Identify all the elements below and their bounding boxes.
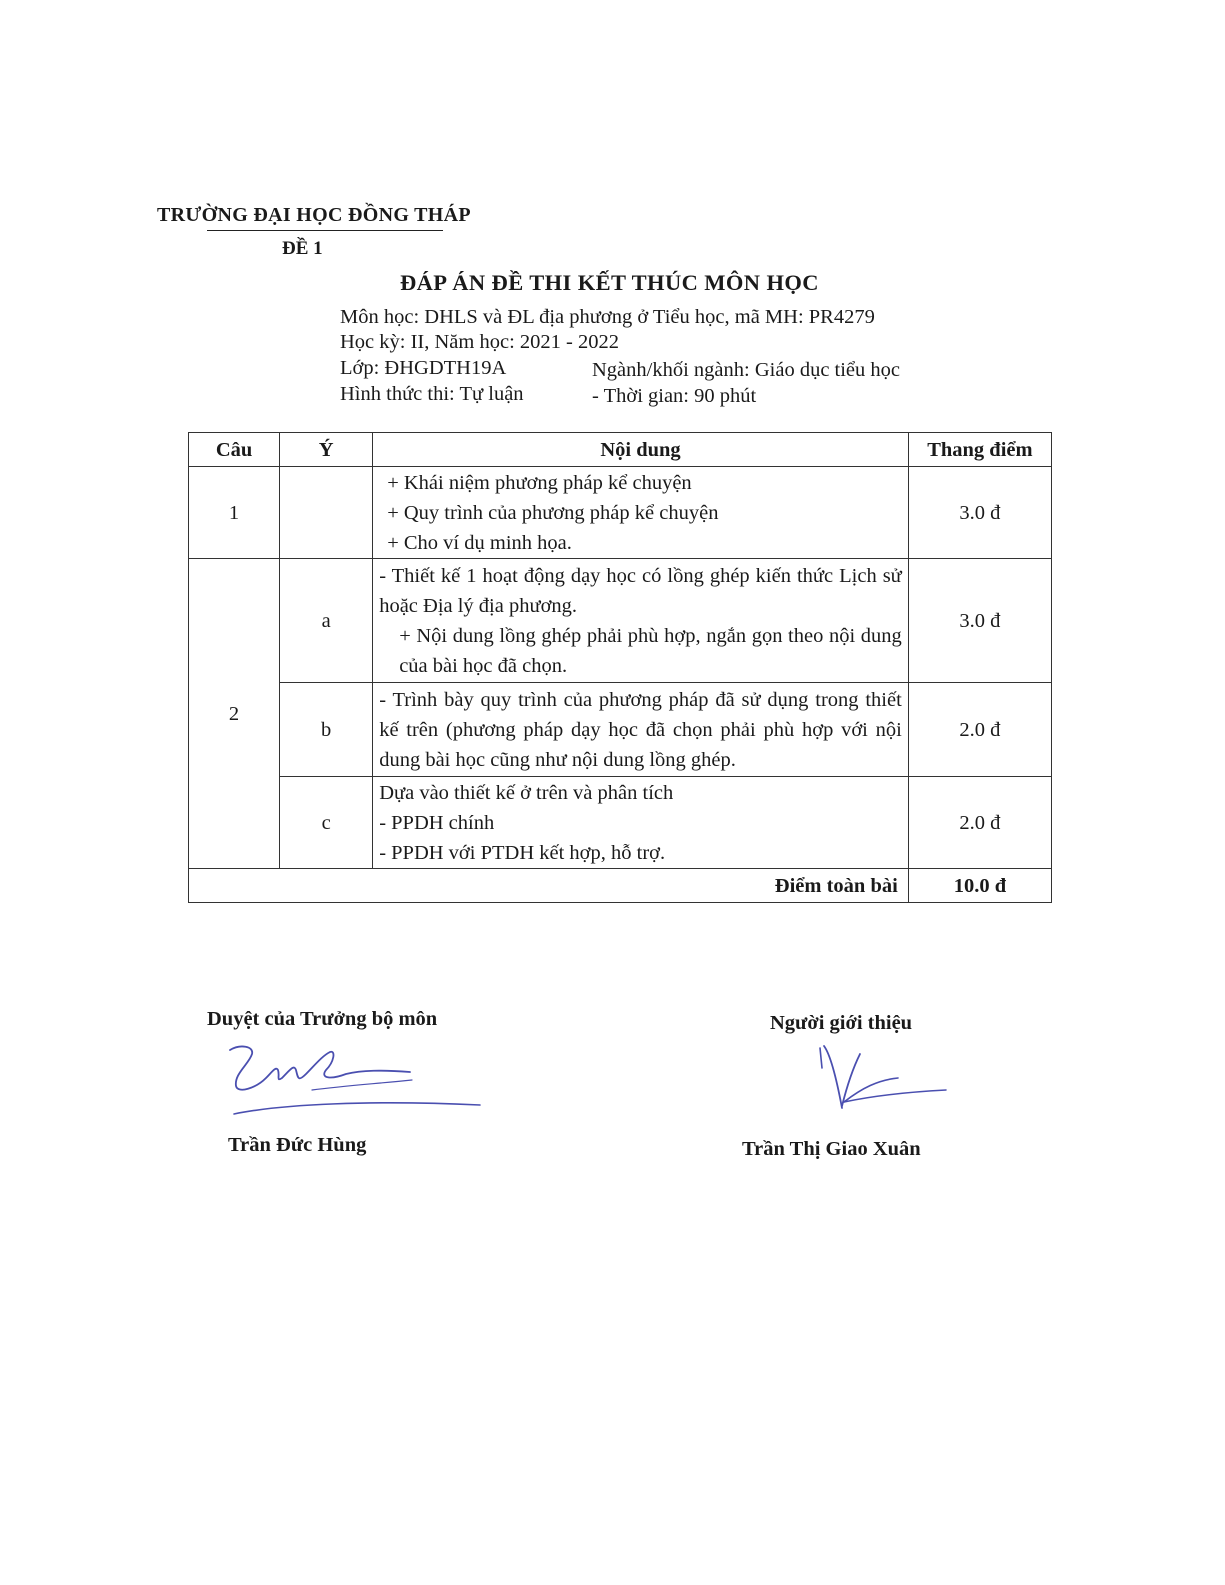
header-thang-diem: Thang điểm <box>908 433 1051 467</box>
exam-number: ĐỀ 1 <box>282 238 323 259</box>
content-line: + Cho ví dụ minh họa. <box>387 531 572 554</box>
cell-cau: 1 <box>189 467 280 559</box>
table-row <box>189 559 1052 683</box>
cell-y: a <box>280 559 373 683</box>
school-underline <box>207 230 443 231</box>
cell-content <box>373 683 909 777</box>
content-line: - PPDH chính <box>379 811 495 834</box>
cell-score: 3.0 đ <box>908 467 1051 559</box>
major-line: Ngành/khối ngành: Giáo dục tiểu học <box>592 359 901 381</box>
right-signature-name: Trần Thị Giao Xuân <box>742 1138 921 1160</box>
document-title: ĐÁP ÁN ĐỀ THI KẾT THÚC MÔN HỌC <box>400 270 819 295</box>
content-line: - Trình bày quy trình của phương pháp đã sử dụng trong thiết kế trên (phương pháp dạy học đã chọn phải phù hợp với nội dung bài học cũng như nội dung lồng ghép. <box>379 688 902 771</box>
left-signature <box>222 1038 487 1120</box>
table-row <box>189 683 1052 777</box>
cell-score: 2.0 đ <box>908 777 1051 869</box>
total-score: 10.0 đ <box>908 869 1051 903</box>
content-line: + Khái niệm phương pháp kể chuyện <box>387 471 692 494</box>
header-cau: Câu <box>189 433 280 467</box>
cell-score: 3.0 đ <box>908 559 1051 683</box>
left-signature-title: Duyệt của Trưởng bộ môn <box>207 1008 438 1030</box>
content-line: + Quy trình của phương pháp kể chuyện <box>387 501 719 524</box>
table-header-row <box>189 433 1052 467</box>
cell-content <box>373 559 909 683</box>
subject-line: Môn học: DHLS và ĐL địa phương ở Tiểu học, mã MH: PR4279 <box>340 306 875 328</box>
cell-content <box>373 467 909 559</box>
left-signature-name: Trần Đức Hùng <box>228 1134 367 1156</box>
cell-y: b <box>280 683 373 777</box>
content-line: - Thiết kế 1 hoạt động dạy học có lồng ghép kiến thức Lịch sử hoặc Địa lý địa phương. <box>379 564 902 617</box>
right-signature-title: Người giới thiệu <box>770 1012 913 1034</box>
cell-cau: 2 <box>189 559 280 869</box>
exam-form-line: Hình thức thi: Tự luận <box>340 383 524 405</box>
answer-table <box>188 432 1052 903</box>
cell-score: 2.0 đ <box>908 683 1051 777</box>
total-label: Điểm toàn bài <box>189 869 909 903</box>
class-line: Lớp: ĐHGDTH19A <box>340 357 507 379</box>
content-line: Dựa vào thiết kế ở trên và phân tích <box>379 781 674 804</box>
semester-line: Học kỳ: II, Năm học: 2021 - 2022 <box>340 331 619 353</box>
table-row <box>189 467 1052 559</box>
cell-content <box>373 777 909 869</box>
content-line: - PPDH với PTDH kết hợp, hỗ trợ. <box>379 841 666 864</box>
table-row <box>189 777 1052 869</box>
right-signature <box>812 1040 952 1112</box>
exam-time-line: - Thời gian: 90 phút <box>592 385 757 407</box>
cell-y <box>280 467 373 559</box>
cell-y: c <box>280 777 373 869</box>
header-y: Ý <box>280 433 373 467</box>
total-row <box>189 869 1052 903</box>
content-line: + Nội dung lồng ghép phải phù hợp, ngắn gọn theo nội dung của bài học đã chọn. <box>399 624 902 677</box>
school-name: TRƯỜNG ĐẠI HỌC ĐỒNG THÁP <box>157 204 471 226</box>
header-noi-dung: Nội dung <box>373 433 909 467</box>
